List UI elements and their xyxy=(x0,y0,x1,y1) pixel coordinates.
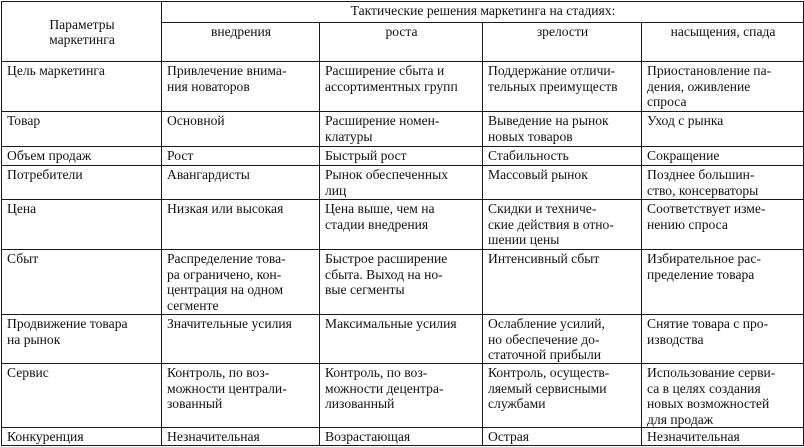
table-cell: Соответствует изме- нению спроса xyxy=(642,200,804,250)
table-cell: Интенсивный сбыт xyxy=(483,250,642,315)
table-cell: Использование серви- са в целях создания новых возможностей для продаж xyxy=(642,364,804,428)
row-param-label: Цена xyxy=(2,200,162,250)
row-param-label: Сбыт xyxy=(2,250,162,315)
table-row-goal xyxy=(2,62,804,112)
stages-group-header: Тактические решения маркетинга на стадиях: xyxy=(162,2,804,23)
row-param-label: Конкуренция xyxy=(2,428,162,446)
table-cell: Расширение сбыта и ассортиментных групп xyxy=(320,62,483,112)
table-cell: Избирательное рас- пределение товара xyxy=(642,250,804,315)
table-cell: Приостановление па- дения, оживление спроса xyxy=(642,62,804,112)
table-cell: Выведение на рынок новых товаров xyxy=(483,112,642,147)
row-param-label: Товар xyxy=(2,112,162,147)
table-cell: Значительные усилия xyxy=(162,315,320,364)
table-cell: Низкая или высокая xyxy=(162,200,320,250)
table-cell: Сокращение xyxy=(642,147,804,166)
table-row-competition xyxy=(2,428,804,446)
table-row-sales-volume xyxy=(2,147,804,166)
table-cell: Поддержание отличи- тельных преимуществ xyxy=(483,62,642,112)
table-cell: Цена выше, чем на стадии внедрения xyxy=(320,200,483,250)
table-cell: Позднее большин- ство, консерваторы xyxy=(642,166,804,200)
param-column-header: Параметры маркетинга xyxy=(2,2,162,62)
table-cell: Максимальные усилия xyxy=(320,315,483,364)
table-cell: Возрастающая xyxy=(320,428,483,446)
table-cell: Незначительная xyxy=(642,428,804,446)
stage-header-decline: насыщения, спада xyxy=(642,23,804,62)
stage-header-growth: роста xyxy=(320,23,483,62)
table-cell: Снятие товара с про- изводства xyxy=(642,315,804,364)
table-cell: Контроль, по воз- можности централи- зованный xyxy=(162,364,320,428)
row-param-label: Потребители xyxy=(2,166,162,200)
marketing-tactics-table xyxy=(1,1,804,446)
row-param-label: Сервис xyxy=(2,364,162,428)
table-cell: Незначительная xyxy=(162,428,320,446)
table-cell: Авангардисты xyxy=(162,166,320,200)
table-row-price xyxy=(2,200,804,250)
table-cell: Ослабление усилий, но обеспечение до- статочной прибыли xyxy=(483,315,642,364)
table-cell: Расширение номен- клатуры xyxy=(320,112,483,147)
table-row-distribution xyxy=(2,250,804,315)
table-cell: Рынок обеспеченных лиц xyxy=(320,166,483,200)
row-param-label: Цель маркетинга xyxy=(2,62,162,112)
table-cell: Массовый рынок xyxy=(483,166,642,200)
table-cell: Привлечение внима- ния новаторов xyxy=(162,62,320,112)
table-row-promotion xyxy=(2,315,804,364)
table-cell: Рост xyxy=(162,147,320,166)
table-cell: Распределение това- ра ограничено, кон- центрация на одном сегменте xyxy=(162,250,320,315)
stage-header-maturity: зрелости xyxy=(483,23,642,62)
table-cell: Острая xyxy=(483,428,642,446)
stage-header-introduction: внедрения xyxy=(162,23,320,62)
table-cell: Основной xyxy=(162,112,320,147)
table-row-service xyxy=(2,364,804,428)
table-cell: Контроль, осуществ- ляемый сервисными службами xyxy=(483,364,642,428)
table-cell: Быстрый рост xyxy=(320,147,483,166)
row-param-label: Продвижение товара на рынок xyxy=(2,315,162,364)
table-row-consumers xyxy=(2,166,804,200)
row-param-label: Объем продаж xyxy=(2,147,162,166)
table-cell: Контроль, по воз- можности децентра- лизованный xyxy=(320,364,483,428)
table-cell: Стабильность xyxy=(483,147,642,166)
table-row-product xyxy=(2,112,804,147)
table-cell: Скидки и техниче- ские действия в отно- шении цены xyxy=(483,200,642,250)
table-cell: Уход с рынка xyxy=(642,112,804,147)
table-cell: Быстрое расширение сбыта. Выход на но- вые сегменты xyxy=(320,250,483,315)
